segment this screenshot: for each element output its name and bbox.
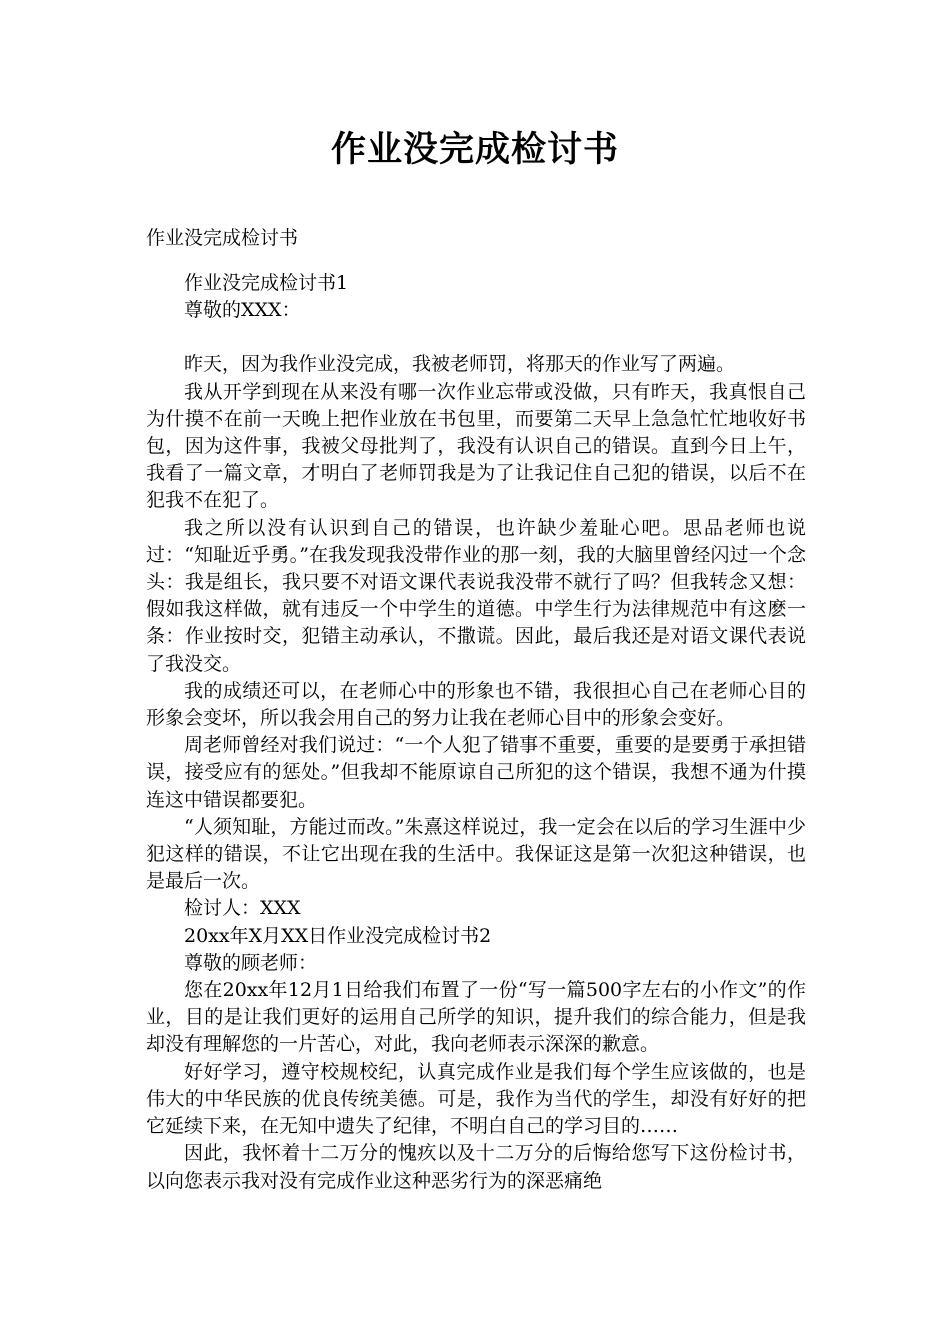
paragraph: 周老师曾经对我们说过：“一个人犯了错事不重要，重要的是要勇于承担错误，接受应有的惩处。”但我却不能原谅自己所犯的这个错误，我想不通为什摸连这中错误都要犯。	[146, 734, 806, 811]
paragraph: 我之所以没有认识到自己的错误，也许缺少羞耻心吧。思品老师也说过：“知耻近乎勇。”在我发现我没带作业的那一刻，我的大脑里曾经闪过一个念头：我是组长，我只要不对语文课代表说我没带不就行了吗？但我转念又想：假如我这样做，就有违反一个中学生的道德。中学生行为法律规范中有这麽一条：作业按时交，犯错主动承认，不撒谎。因此，最后我还是对语文课代表说了我没交。	[146, 516, 806, 675]
paragraph: 您在20xx年12月1日给我们布置了一份“写一篇500字左右的小作文”的作业，目的是让我们更好的运用自己所学的知识，提升我们的综合能力，但是我却没有理解您的一片苦心，对此，我向老师表示深深的歉意。	[146, 979, 806, 1056]
paragraph: 我的成绩还可以，在老师心中的形象也不错，我很担心自己在老师心目的形象会变坏，所以我会用自己的努力让我在老师心目中的形象会变好。	[146, 679, 806, 730]
salutation-1: 尊敬的XXX：	[184, 299, 301, 322]
paragraph: 因此，我怀着十二万分的愧疚以及十二万分的后悔给您写下这份检讨书，以向您表示我对没有完成作业这种恶劣行为的深恶痛绝	[146, 1142, 806, 1192]
paragraph: 昨天，因为我作业没完成，我被老师罚，将那天的作业写了两遍。	[184, 353, 736, 376]
document-title: 作业没完成检讨书	[330, 129, 619, 170]
section-heading-2: 20xx年X月XX日作业没完成检讨书2	[184, 924, 492, 947]
salutation-2: 尊敬的顾老师：	[184, 951, 318, 974]
signature-line: 检讨人：XXX	[184, 897, 301, 920]
paragraph: “人须知耻，方能过而改。”朱熹这样说过，我一定会在以后的学习生涯中少犯这样的错误，不让它出现在我的生活中。我保证这是第一次犯这种错误，也是最后一次。	[146, 815, 806, 893]
document-subtitle: 作业没完成检讨书	[146, 227, 299, 249]
section-heading-1: 作业没完成检讨书1	[184, 272, 349, 294]
paragraph: 好好学习，遵守校规校纪，认真完成作业是我们每个学生应该做的，也是伟大的中华民族的优良传统美德。可是，我作为当代的学生，却没有好好的把它延续下来，在无知中遗失了纪律，不明白自己的学习目的……	[146, 1060, 806, 1138]
document-body	[146, 270, 806, 1195]
paragraph: 我从开学到现在从来没有哪一次作业忘带或没做，只有昨天，我真恨自己为什摸不在前一天晚上把作业放在书包里，而要第二天早上急急忙忙地收好书包，因为这件事，我被父母批判了，我没有认识自己的错误。直到今日上午，我看了一篇文章，才明白了老师罚我是为了让我记住自己犯的错误，以后不在犯我不在犯了。	[146, 380, 806, 512]
